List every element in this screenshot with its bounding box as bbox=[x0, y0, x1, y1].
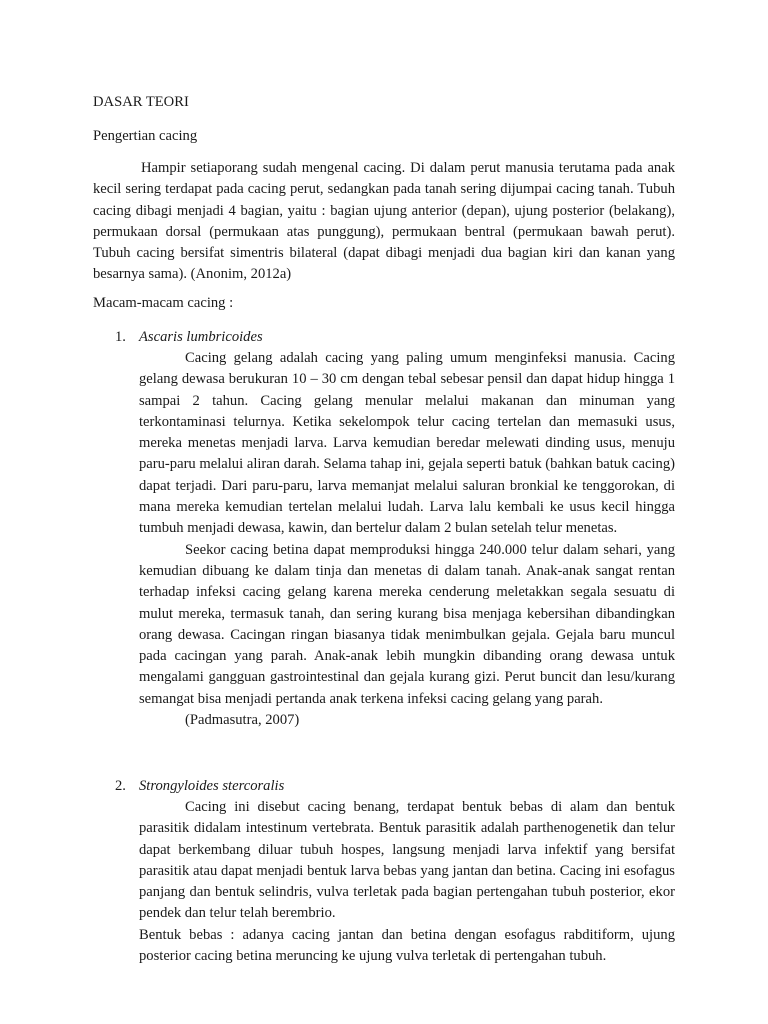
intro-paragraph: Hampir setiaporang sudah mengenal cacing. Di dalam perut manusia terutama pada anak kecil sering terdapat pada cacing perut, sedangkan pada tanah sering dijumpai cacing tanah. Tubuh cacing dibagi menjadi 4 bagian, yaitu : bagian ujung anterior (depan), ujung posterior (belakang), permukaan dorsal (permukaan atas punggung), permukaan bentral (permukaan bawah perut). Tubuh cacing bersifat simentris bilateral (dapat dibagi menjadi dua bagian kiri dan kanan yang besarnya sama). (Anonim, 2012a) bbox=[93, 160, 675, 283]
item-paragraph: Bentuk bebas : adanya cacing jantan dan betina dengan esofagus rabditiform, ujung posterior cacing betina meruncing ke ujung vulva terletak di pertengahan tubuh. bbox=[139, 926, 675, 965]
item-number: 1. bbox=[115, 329, 126, 345]
item-paragraph: Cacing ini disebut cacing benang, terdapat bentuk bebas di alam dan bentuk parasitik didalam intestinum vertebrata. Bentuk parasitik adalah parthenogenetik dan telur dapat berkembang diluar tubuh hospes, langsung menjadi larva infektif yang bersifat parasitik atau dapat menjadi bentuk larva bebas yang jantan dan betina. Cacing ini esofagus panjang dan bentuk selindris, vulva terletak pada bagian pertengahan tubuh posterior, ekor pendek dan telur telah berembrio. bbox=[139, 799, 675, 922]
list-item bbox=[93, 326, 675, 731]
item-paragraph: Cacing gelang adalah cacing yang paling umum menginfeksi manusia. Cacing gelang dewasa berukuran 10 – 30 cm dengan tebal sebesar pensil dan dapat hidup hingga 1 sampai 2 tahun. Cacing gelang menular melalui makanan dan minuman yang terkontaminasi telurnya. Ketika sekelompok telur cacing tertelan dan memasuki usus, mereka menetas menjadi larva. Larva kemudian beredar melewati dinding usus, menuju paru-paru melalui aliran darah. Selama tahap ini, gejala seperti batuk (bahkan batuk cacing) dapat terjadi. Dari paru-paru, larva memanjat melalui saluran bronkial ke tenggorokan, di mana mereka kemudian tertelan melalui ludah. Larva lalu kembali ke usus kecil hingga tumbuh menjadi dewasa, kawin, dan bertelur dalam 2 bulan setelah telur menetas. bbox=[139, 350, 675, 537]
item-title bbox=[93, 326, 675, 348]
item-title bbox=[93, 775, 675, 797]
item-number: 2. bbox=[115, 778, 126, 794]
item-body bbox=[139, 348, 675, 731]
citation: (Padmasutra, 2007) bbox=[185, 712, 300, 729]
section-subheading: Pengertian cacing bbox=[93, 128, 198, 144]
types-label: Macam-macam cacing : bbox=[93, 295, 234, 311]
document-heading: DASAR TEORI bbox=[93, 94, 189, 110]
item-species-name: Ascaris lumbricoides bbox=[139, 329, 263, 345]
item-paragraph: Seekor cacing betina dapat memproduksi hingga 240.000 telur dalam sehari, yang kemudian dibuang ke dalam tinja dan menetas di dalam tanah. Anak-anak sangat rentan terhadap infeksi cacing gelang karena mereka cenderung meletakkan segala sesuatu di mulut mereka, termasuk tanah, dan sering kurang bisa menjaga kebersihan dibandingkan orang dewasa. Cacingan ringan biasanya tidak menimbulkan gejala. Gejala baru muncul pada cacingan yang parah. Anak-anak lebih mungkin dibanding orang dewasa untuk mengalami gangguan gastrointestinal dan gejala kurang gizi. Perut buncit dan lesu/kurang semangat bisa menjadi pertanda anak terkena infeksi cacing gelang yang parah. bbox=[139, 541, 675, 707]
item-species-name: Strongyloides stercoralis bbox=[139, 778, 285, 794]
item-body bbox=[139, 797, 675, 967]
list-item bbox=[93, 775, 675, 967]
